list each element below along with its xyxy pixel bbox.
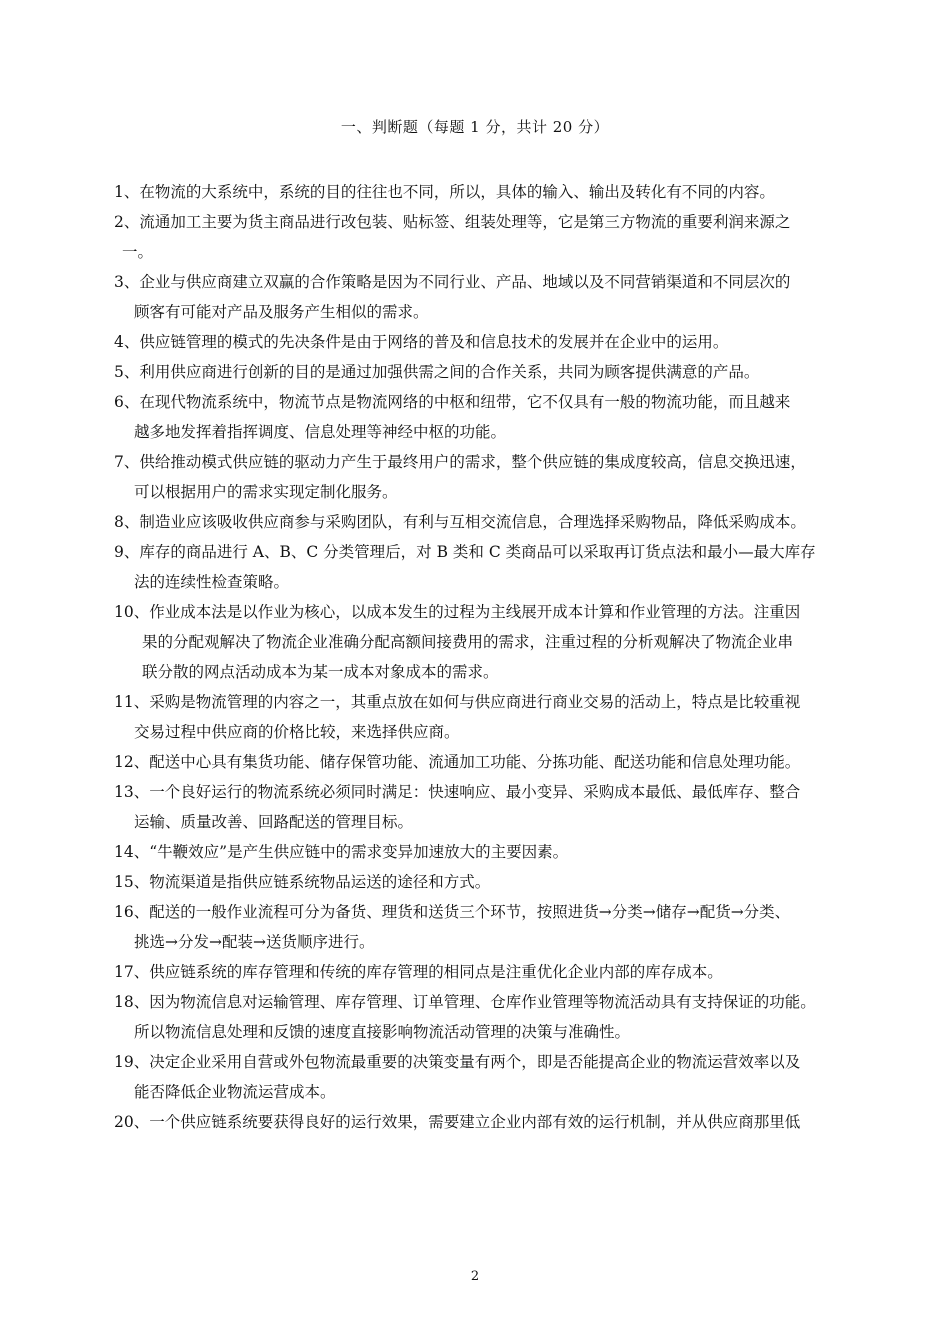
question-3 bbox=[114, 267, 854, 327]
question-line: 20、一个供应链系统要获得良好的运行效果，需要建立企业内部有效的运行机制，并从供应商那里低 bbox=[114, 1113, 801, 1131]
question-10 bbox=[114, 597, 854, 687]
question-line: 6、在现代物流系统中，物流节点是物流网络的中枢和纽带，它不仅具有一般的物流功能，而且越来 bbox=[114, 393, 791, 411]
question-17 bbox=[114, 957, 854, 987]
question-line: 运输、质量改善、回路配送的管理目标。 bbox=[134, 813, 414, 831]
question-8 bbox=[114, 507, 854, 537]
question-2 bbox=[114, 207, 854, 267]
question-line: 法的连续性检查策略。 bbox=[134, 573, 290, 591]
question-line: 交易过程中供应商的价格比较，来选择供应商。 bbox=[134, 723, 460, 741]
question-line: 17、供应链系统的库存管理和传统的库存管理的相同点是注重优化企业内部的库存成本。 bbox=[114, 963, 723, 981]
question-20 bbox=[114, 1107, 854, 1137]
question-line: 5、利用供应商进行创新的目的是通过加强供需之间的合作关系，共同为顾客提供满意的产品。 bbox=[114, 363, 760, 381]
question-line: 越多地发挥着指挥调度、信息处理等神经中枢的功能。 bbox=[134, 423, 507, 441]
question-1 bbox=[114, 177, 854, 207]
question-line: 果的分配观解决了物流企业准确分配高额间接费用的需求，注重过程的分析观解决了物流企业串 bbox=[142, 633, 794, 651]
question-list bbox=[114, 177, 854, 1137]
question-line: 18、因为物流信息对运输管理、库存管理、订单管理、仓库作业管理等物流活动具有支持保证的功能。 bbox=[114, 993, 816, 1011]
question-line: 7、供给推动模式供应链的驱动力产生于最终用户的需求，整个供应链的集成度较高，信息交换迅速， bbox=[114, 453, 806, 471]
question-line: 2、流通加工主要为货主商品进行改包装、贴标签、组装处理等，它是第三方物流的重要利润来源之 bbox=[114, 213, 791, 231]
question-12 bbox=[114, 747, 854, 777]
question-16 bbox=[114, 897, 854, 957]
question-line: 13、一个良好运行的物流系统必须同时满足：快速响应、最小变异、采购成本最低、最低库存、整合 bbox=[114, 783, 801, 801]
question-line: 3、企业与供应商建立双赢的合作策略是因为不同行业、产品、地域以及不同营销渠道和不同层次的 bbox=[114, 273, 791, 291]
question-4 bbox=[114, 327, 854, 357]
question-line: 11、采购是物流管理的内容之一，其重点放在如何与供应商进行商业交易的活动上，特点是比较重视 bbox=[114, 693, 801, 711]
question-line: 14、“牛鞭效应”是产生供应链中的需求变异加速放大的主要因素。 bbox=[114, 843, 569, 861]
question-line: 一。 bbox=[122, 243, 154, 261]
question-14 bbox=[114, 837, 854, 867]
question-5 bbox=[114, 357, 854, 387]
question-line: 联分散的网点活动成本为某一成本对象成本的需求。 bbox=[142, 663, 499, 681]
question-15 bbox=[114, 867, 854, 897]
section-title: 一、判断题（每题 1 分，共计 20 分） bbox=[340, 118, 610, 136]
question-line: 12、配送中心具有集货功能、储存保管功能、流通加工功能、分拣功能、配送功能和信息处理功能。 bbox=[114, 753, 801, 771]
question-line: 可以根据用户的需求实现定制化服务。 bbox=[134, 483, 398, 501]
question-line: 19、决定企业采用自营或外包物流最重要的决策变量有两个，即是否能提高企业的物流运营效率以及 bbox=[114, 1053, 801, 1071]
question-line: 10、作业成本法是以作业为核心，以成本发生的过程为主线展开成本计算和作业管理的方法。注重因 bbox=[114, 603, 801, 621]
question-line: 16、配送的一般作业流程可分为备货、理货和送货三个环节，按照进货→分类→储存→配货→分类、 bbox=[114, 903, 791, 921]
question-line: 所以物流信息处理和反馈的速度直接影响物流活动管理的决策与准确性。 bbox=[134, 1023, 631, 1041]
question-line: 9、库存的商品进行 A、B、C 分类管理后，对 B 类和 C 类商品可以采取再订货点法和最小—最大库存 bbox=[114, 543, 816, 561]
question-line: 15、物流渠道是指供应链系统物品运送的途径和方式。 bbox=[114, 873, 491, 891]
question-18 bbox=[114, 987, 854, 1047]
question-13 bbox=[114, 777, 854, 837]
question-line: 能否降低企业物流运营成本。 bbox=[134, 1083, 336, 1101]
question-line: 顾客有可能对产品及服务产生相似的需求。 bbox=[134, 303, 429, 321]
question-19 bbox=[114, 1047, 854, 1107]
question-line: 4、供应链管理的模式的先决条件是由于网络的普及和信息技术的发展并在企业中的运用。 bbox=[114, 333, 729, 351]
question-line: 挑选→分发→配装→送货顺序进行。 bbox=[134, 933, 375, 951]
question-6 bbox=[114, 387, 854, 447]
question-line: 8、制造业应该吸收供应商参与采购团队，有利与互相交流信息，合理选择采购物品，降低采购成本。 bbox=[114, 513, 806, 531]
question-7 bbox=[114, 447, 854, 507]
question-9 bbox=[114, 537, 854, 597]
page-number: 2 bbox=[470, 1269, 480, 1284]
question-11 bbox=[114, 687, 854, 747]
question-line: 1、在物流的大系统中，系统的目的往往也不同，所以，具体的输入、输出及转化有不同的内容。 bbox=[114, 183, 775, 201]
